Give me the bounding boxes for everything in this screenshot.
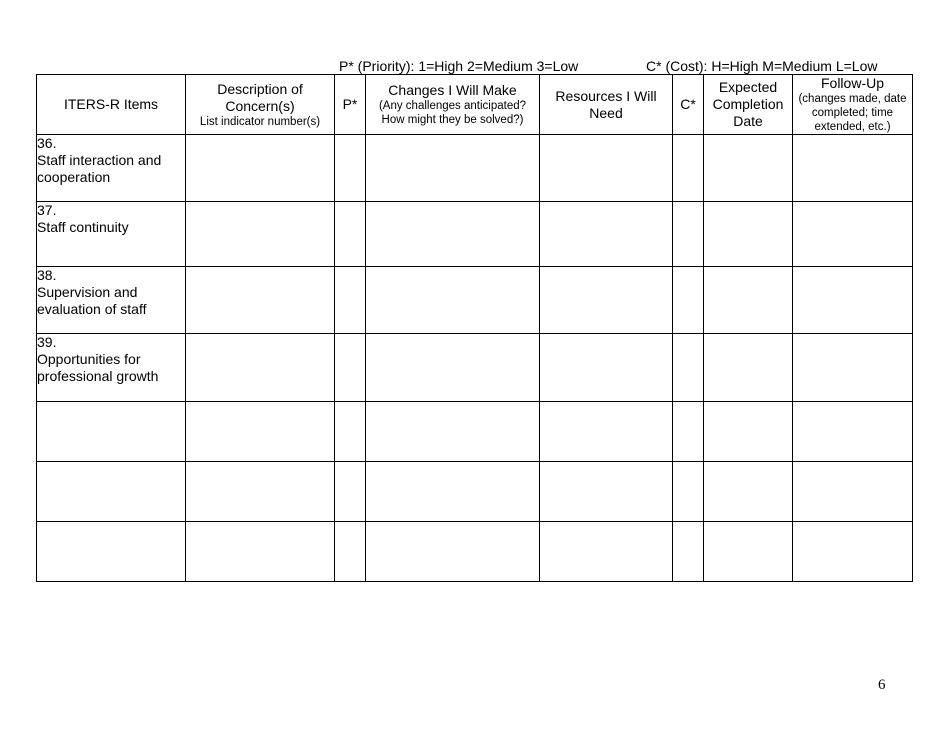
priority-cell[interactable] <box>335 402 366 462</box>
item-cell <box>37 202 186 267</box>
blank-row <box>37 522 913 582</box>
item-name: Opportunities for professional growth <box>37 351 159 384</box>
resources-cell[interactable] <box>540 462 673 522</box>
item-cell[interactable] <box>37 462 186 522</box>
legend <box>339 57 914 75</box>
changes-cell[interactable] <box>366 267 540 334</box>
header-resources: Resources I Will Need <box>540 75 673 135</box>
cost-legend: C* (Cost): H=High M=Medium L=Low <box>646 58 878 74</box>
description-cell[interactable] <box>186 267 335 334</box>
header-description: Description of Concern(s) List indicator number(s) <box>186 75 335 135</box>
header-changes: Changes I Will Make (Any challenges anticipated? How might they be solved?) <box>366 75 540 135</box>
header-items: ITERS-R Items <box>37 75 186 135</box>
changes-cell[interactable] <box>366 402 540 462</box>
table-row <box>37 202 913 267</box>
description-cell[interactable] <box>186 202 335 267</box>
item-name: Staff continuity <box>37 219 129 235</box>
header-row <box>37 75 913 135</box>
resources-cell[interactable] <box>540 202 673 267</box>
resources-cell[interactable] <box>540 267 673 334</box>
improvement-plan-table <box>36 74 913 582</box>
followup-cell[interactable] <box>793 202 913 267</box>
priority-legend: P* (Priority): 1=High 2=Medium 3=Low <box>339 58 579 74</box>
changes-cell[interactable] <box>366 135 540 202</box>
blank-row <box>37 402 913 462</box>
completion-cell[interactable] <box>704 135 793 202</box>
resources-cell[interactable] <box>540 402 673 462</box>
completion-cell[interactable] <box>704 202 793 267</box>
priority-cell[interactable] <box>335 334 366 402</box>
description-cell[interactable] <box>186 402 335 462</box>
completion-cell[interactable] <box>704 522 793 582</box>
cost-cell[interactable] <box>673 402 704 462</box>
item-number: 36. <box>37 135 57 151</box>
header-cost: C* <box>673 75 704 135</box>
table-row <box>37 267 913 334</box>
priority-cell[interactable] <box>335 267 366 334</box>
header-followup: Follow-Up (changes made, date completed; time extended, etc.) <box>793 75 913 135</box>
followup-cell[interactable] <box>793 522 913 582</box>
item-number: 37. <box>37 202 57 218</box>
completion-cell[interactable] <box>704 462 793 522</box>
table-row <box>37 334 913 402</box>
item-name: Supervision and evaluation of staff <box>37 284 147 317</box>
description-cell[interactable] <box>186 334 335 402</box>
item-cell[interactable] <box>37 402 186 462</box>
item-number: 38. <box>37 267 57 283</box>
cost-cell[interactable] <box>673 202 704 267</box>
header-priority: P* <box>335 75 366 135</box>
priority-cell[interactable] <box>335 202 366 267</box>
cost-cell[interactable] <box>673 334 704 402</box>
page-number: 6 <box>878 677 886 693</box>
description-cell[interactable] <box>186 462 335 522</box>
completion-cell[interactable] <box>704 334 793 402</box>
changes-cell[interactable] <box>366 462 540 522</box>
header-completion: Expected Completion Date <box>704 75 793 135</box>
changes-cell[interactable] <box>366 522 540 582</box>
priority-cell[interactable] <box>335 135 366 202</box>
priority-cell[interactable] <box>335 522 366 582</box>
cost-cell[interactable] <box>673 522 704 582</box>
followup-cell[interactable] <box>793 334 913 402</box>
followup-cell[interactable] <box>793 267 913 334</box>
completion-cell[interactable] <box>704 402 793 462</box>
description-cell[interactable] <box>186 522 335 582</box>
changes-cell[interactable] <box>366 202 540 267</box>
priority-cell[interactable] <box>335 462 366 522</box>
item-cell <box>37 267 186 334</box>
followup-cell[interactable] <box>793 135 913 202</box>
item-cell <box>37 334 186 402</box>
resources-cell[interactable] <box>540 522 673 582</box>
completion-cell[interactable] <box>704 267 793 334</box>
changes-cell[interactable] <box>366 334 540 402</box>
followup-cell[interactable] <box>793 462 913 522</box>
description-cell[interactable] <box>186 135 335 202</box>
table-row <box>37 135 913 202</box>
resources-cell[interactable] <box>540 135 673 202</box>
resources-cell[interactable] <box>540 334 673 402</box>
cost-cell[interactable] <box>673 135 704 202</box>
cost-cell[interactable] <box>673 462 704 522</box>
item-name: Staff interaction and cooperation <box>37 152 162 185</box>
followup-cell[interactable] <box>793 402 913 462</box>
item-cell <box>37 135 186 202</box>
item-cell[interactable] <box>37 522 186 582</box>
item-number: 39. <box>37 334 57 350</box>
blank-row <box>37 462 913 522</box>
cost-cell[interactable] <box>673 267 704 334</box>
